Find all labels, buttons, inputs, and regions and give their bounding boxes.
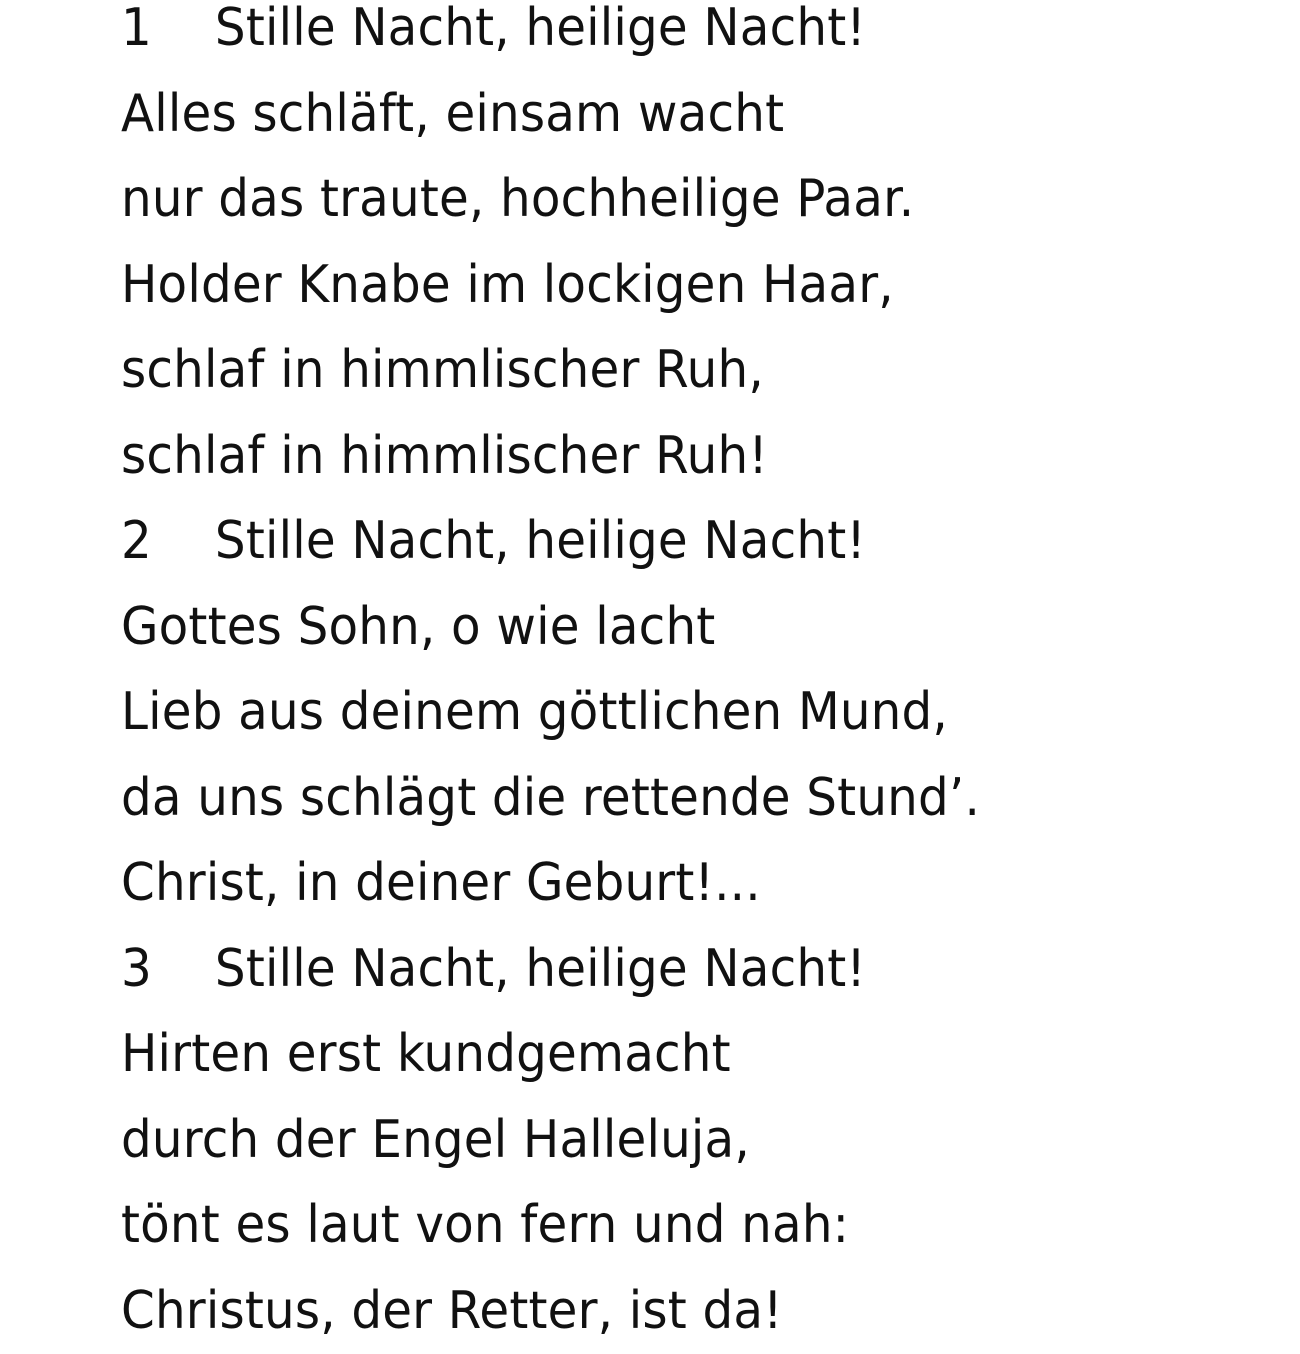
lyric-line: Lieb aus deinem göttlichen Mund, (121, 670, 980, 756)
verse-1-line-1 (121, 0, 980, 72)
lyric-line: tönt es laut von fern und nah: (121, 1183, 980, 1269)
lyric-line: da uns schlägt die rettende Stund’. (121, 756, 980, 842)
song-lyrics (121, 0, 980, 1354)
lyric-line: durch der Engel Halleluja, (121, 1098, 980, 1184)
lyric-line: Stille Nacht, heilige Nacht! (215, 0, 866, 58)
lyric-line: Holder Knabe im lockigen Haar, (121, 243, 980, 329)
lyric-line: Stille Nacht, heilige Nacht! (215, 511, 866, 571)
verse-3-line-1 (121, 927, 980, 1013)
lyric-line: schlaf in himmlischer Ruh! (121, 414, 980, 500)
verse-number: 1 (121, 0, 215, 72)
lyric-line: schlaf in himmlischer Ruh, (121, 328, 980, 414)
lyric-line: Christ, in deiner Geburt!... (121, 841, 980, 927)
lyric-line: Alles schläft, einsam wacht (121, 72, 980, 158)
lyric-line: nur das traute, hochheilige Paar. (121, 157, 980, 243)
verse-number: 3 (121, 927, 215, 1013)
lyric-line: Gottes Sohn, o wie lacht (121, 585, 980, 671)
lyric-line: Hirten erst kundgemacht (121, 1012, 980, 1098)
lyric-line: Stille Nacht, heilige Nacht! (215, 939, 866, 999)
verse-2-line-1 (121, 499, 980, 585)
verse-number: 2 (121, 499, 215, 585)
lyric-line: Christus, der Retter, ist da! (121, 1269, 980, 1354)
